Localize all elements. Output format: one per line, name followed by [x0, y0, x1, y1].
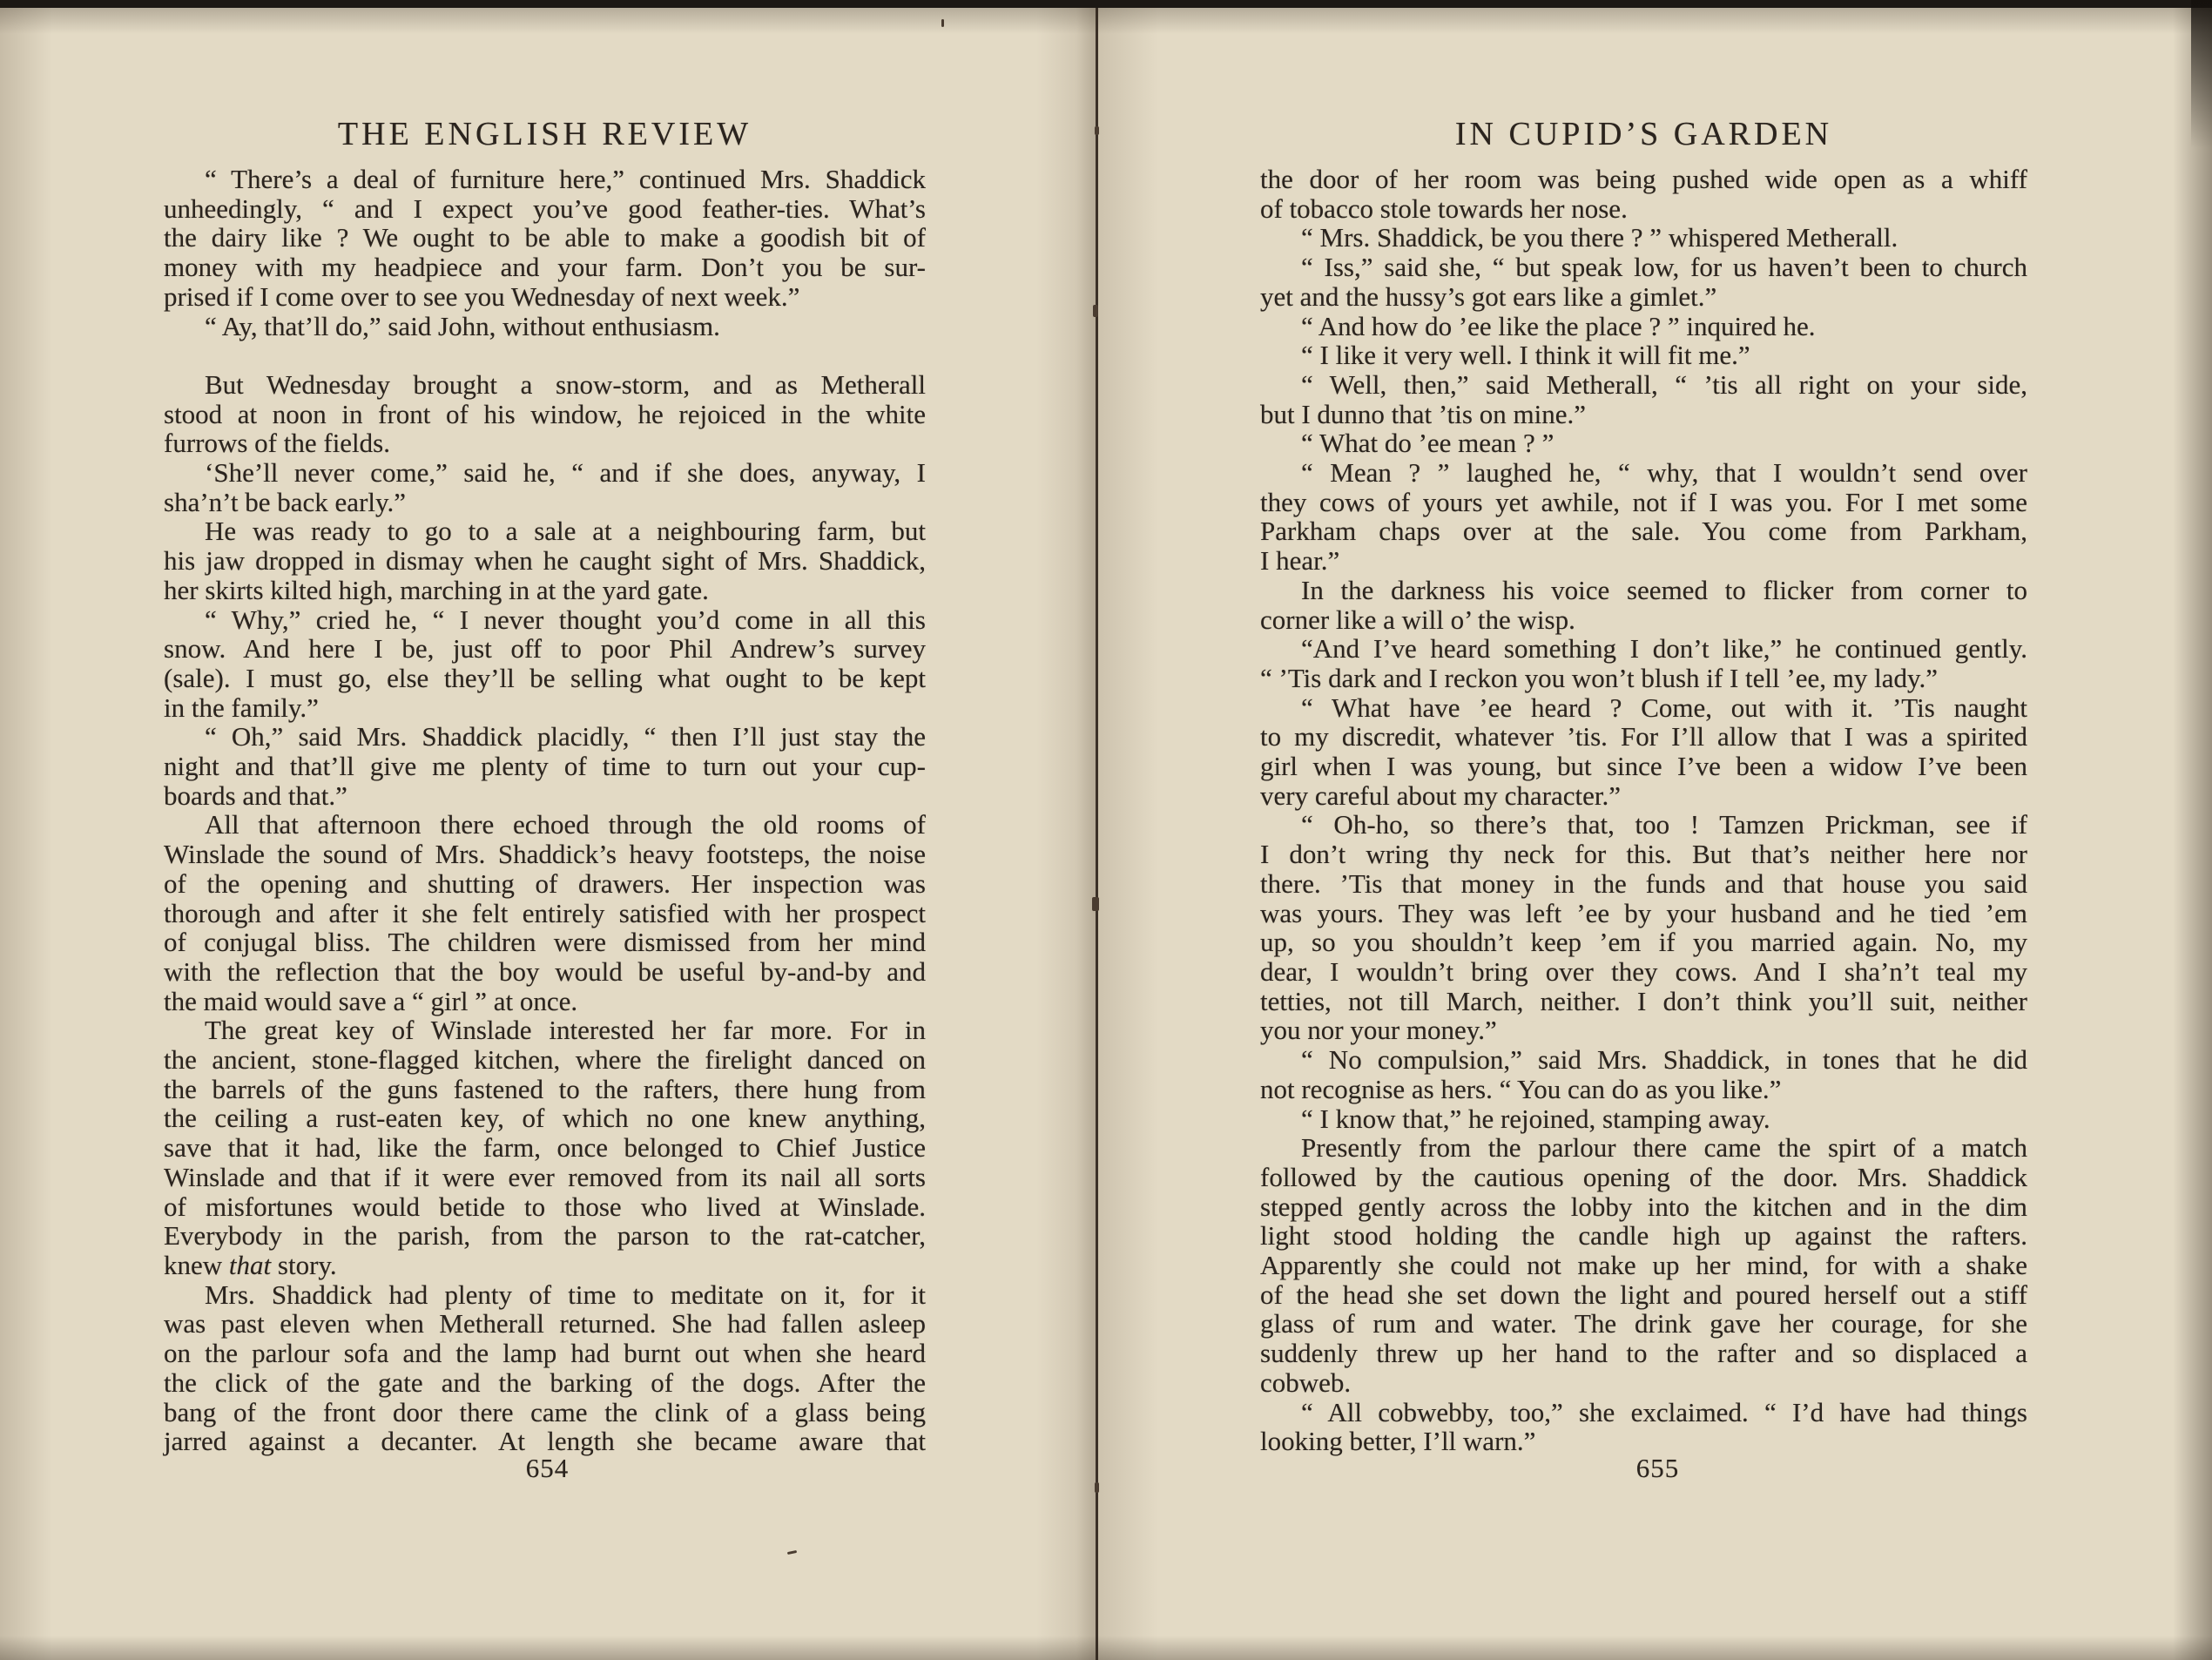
- binding-mark: [1095, 1482, 1099, 1493]
- text-line: “ Iss,” said she, “ but speak low, for us haven’t been to church: [1301, 252, 2027, 283]
- text-line: Everybody in the parish, from the parson to the rat-catcher,: [164, 1220, 926, 1252]
- text-line: “ I know that,” he rejoined, stamping away.: [1301, 1103, 1770, 1134]
- text-line: prised if I come over to see you Wednesday of next week.”: [164, 280, 800, 312]
- text-line: Parkham chaps over at the sale. You come from Parkham,: [1260, 516, 2027, 547]
- text-line: there. ’Tis that money in the funds and that house you said: [1260, 867, 2027, 899]
- text-line: Winslade and that if it were ever removed from its nail all sorts: [164, 1161, 926, 1192]
- paragraph: [1260, 1398, 2027, 1456]
- paragraph: [1260, 1104, 2027, 1134]
- paragraph: [1260, 341, 2027, 370]
- text-line: of conjugal bliss. The children were dismissed from her mind: [164, 927, 926, 958]
- paragraph: [164, 370, 926, 458]
- binding-mark: [1093, 305, 1098, 317]
- text-line: followed by the cautious opening of the door. Mrs. Shaddick: [1260, 1161, 2027, 1192]
- text-line: glass of rum and water. The drink gave her courage, for she: [1260, 1308, 2027, 1339]
- text-line: Apparently she could not make up her mind, for with a shake: [1260, 1250, 2027, 1281]
- text-line: of misfortunes would betide to those who lived at Winslade.: [164, 1191, 926, 1222]
- paragraph: [164, 722, 926, 810]
- running-head: THE ENGLISH REVIEW: [337, 116, 752, 152]
- text-line: I hear.”: [1260, 545, 1340, 577]
- text-line: money with my headpiece and your farm. Don’t you be sur-: [164, 252, 926, 283]
- text-line: ‘She’ll never come,” said he, “ and if she does, anyway, I: [205, 457, 926, 489]
- text-line: “ Ay, that’ll do,” said John, without enthusiasm.: [205, 310, 720, 341]
- paragraph: [1260, 223, 2027, 253]
- text-line: the door of her room was being pushed wide open as a whiff: [1260, 164, 2027, 194]
- text-line: “ Why,” cried he, “ I never thought you’d come in all this: [205, 604, 926, 635]
- paragraph: [164, 312, 926, 341]
- text-line: the maid would save a “ girl ” at once.: [164, 985, 578, 1016]
- text-line: of tobacco stole towards her nose.: [1260, 192, 1628, 224]
- text-line: the ancient, stone-flagged kitchen, where the firelight danced on: [164, 1044, 926, 1076]
- italic-word: that: [228, 1250, 272, 1280]
- text-line: Winslade the sound of Mrs. Shaddick’s heavy footsteps, the noise: [164, 839, 926, 870]
- text-line: All that afternoon there echoed through the old rooms of: [205, 809, 926, 840]
- text-line: He was ready to go to a sale at a neighbouring farm, but: [205, 516, 926, 547]
- text-line: “ Well, then,” said Metherall, “ ’tis all right on your side,: [1301, 368, 2027, 400]
- text-line: the dairy like ? We ought to be able to make a goodish bit of: [164, 222, 926, 253]
- text-line: the barrels of the guns fastened to the rafters, there hung from: [164, 1073, 926, 1104]
- text-line: snow. And here I be, just off to poor Phil Andrew’s survey: [164, 633, 926, 665]
- text-line: “ And how do ’ee like the place ? ” inquired he.: [1301, 310, 1816, 341]
- text-section: [164, 370, 926, 1456]
- paragraph: [1260, 810, 2027, 1045]
- text-line: Presently from the parlour there came the spirt of a match: [1301, 1132, 2027, 1164]
- paragraph: [164, 1280, 926, 1456]
- text-line: “ No compulsion,” said Mrs. Shaddick, in tones that he did: [1301, 1044, 2027, 1076]
- text-section: [164, 165, 926, 341]
- text-line: [164, 1251, 926, 1280]
- text-line: yet and the hussy’s got ears like a gimlet.”: [1260, 280, 1717, 312]
- text-line: boards and that.”: [164, 779, 347, 811]
- text-line: of the head she set down the light and poured herself out a stiff: [1260, 1279, 2027, 1310]
- text-line: very careful about my character.”: [1260, 779, 1621, 811]
- text-line: stood at noon in front of his window, he rejoiced in the white: [164, 398, 926, 429]
- right-page-text: [1260, 165, 2027, 1456]
- text-line: unheedingly, “ and I expect you’ve good feather-ties. What’s: [164, 192, 926, 224]
- text-line: “And I’ve heard something I don’t like,” he continued gently.: [1301, 633, 2027, 665]
- page-number: 655: [1635, 1453, 1680, 1483]
- text-line: bang of the front door there came the clink of a glass being: [164, 1396, 926, 1427]
- bottom-edge-shadow: [0, 1636, 2212, 1660]
- text-line: the ceiling a rust-eaten key, of which no one knew anything,: [164, 1103, 926, 1134]
- text-line: was yours. They was left ’ee by your husband and he tied ’em: [1260, 897, 2027, 928]
- text-line: cobweb.: [1260, 1366, 1352, 1398]
- top-edge-shadow: [0, 8, 2212, 34]
- text-line: light stood holding the candle high up against the rafters.: [1260, 1220, 2027, 1252]
- text-line: “ Oh,” said Mrs. Shaddick placidly, “ then I’ll just stay the: [205, 721, 926, 752]
- paragraph: [1260, 370, 2027, 428]
- text-line: In the darkness his voice seemed to flicker from corner to: [1301, 574, 2027, 605]
- paragraph: [164, 605, 926, 723]
- binding-mark: [1092, 897, 1099, 911]
- text-line: his jaw dropped in dismay when he caught sight of Mrs. Shaddick,: [164, 545, 926, 577]
- right-page: [1097, 0, 2212, 1660]
- paragraph: [1260, 428, 2027, 458]
- text-line: “ What do ’ee mean ? ”: [1301, 428, 1554, 459]
- corner-shadow: [2191, 0, 2212, 148]
- text-line: thorough and after it she felt entirely satisfied with her prospect: [164, 897, 926, 928]
- text-line: The great key of Winslade interested her far more. For in: [205, 1015, 926, 1046]
- text-line: save that it had, like the farm, once belonged to Chief Justice: [164, 1132, 926, 1164]
- text-section: [1260, 165, 2027, 1456]
- text-line: girl when I was young, but since I’ve been a widow I’ve been: [1260, 751, 2027, 782]
- left-page-text: [164, 165, 926, 1456]
- paragraph: [1260, 1045, 2027, 1103]
- page-number: 654: [525, 1453, 570, 1483]
- text-line: “ Oh-ho, so there’s that, too ! Tamzen Prickman, see if: [1301, 809, 2027, 840]
- binding-mark: [1095, 126, 1099, 135]
- text-line: her skirts kilted high, marching in at the yard gate.: [164, 574, 709, 605]
- text-line: they cows of yours yet awhile, not if I was you. For I met some: [1260, 486, 2027, 517]
- text-line: not recognise as hers. “ You can do as you like.”: [1260, 1073, 1782, 1104]
- gutter-shadow: [1076, 0, 1096, 1660]
- text-line: Mrs. Shaddick had plenty of time to meditate on it, for it: [205, 1279, 926, 1310]
- text-line: suddenly threw up her hand to the rafter and so displaced a: [1260, 1338, 2027, 1369]
- text-line: in the family.”: [164, 692, 319, 723]
- text-line: but I dunno that ’tis on mine.”: [1260, 398, 1586, 429]
- text-line: “ There’s a deal of furniture here,” continued Mrs. Shaddick: [205, 164, 926, 194]
- paragraph: [1260, 1133, 2027, 1397]
- text-line: looking better, I’ll warn.”: [1260, 1426, 1536, 1457]
- text-line: “ Mrs. Shaddick, be you there ? ” whispered Metherall.: [1301, 222, 1898, 253]
- text-line: tetties, not till March, neither. I don’t think you’ll suit, neither: [1260, 985, 2027, 1016]
- paragraph: [1260, 458, 2027, 576]
- left-page: [0, 0, 1097, 1660]
- paragraph: [1260, 576, 2027, 634]
- text-line: “ I like it very well. I think it will fit me.”: [1301, 340, 1750, 371]
- text-line: “ Mean ? ” laughed he, “ why, that I wouldn’t send over: [1301, 457, 2027, 489]
- paragraph: [164, 516, 926, 604]
- text-line: with the reflection that the boy would be useful by-and-by and: [164, 955, 926, 987]
- text-line: the click of the gate and the barking of the dogs. After the: [164, 1366, 926, 1398]
- text-line: dear, I wouldn’t bring over they cows. And I sha’n’t teal my: [1260, 955, 2027, 987]
- paragraph: [164, 458, 926, 516]
- paragraph: [1260, 312, 2027, 341]
- paragraph: [1260, 253, 2027, 311]
- text-line: was past eleven when Metherall returned. She had fallen asleep: [164, 1308, 926, 1339]
- paragraph: [164, 810, 926, 1016]
- text-line: jarred against a decanter. At length she became aware that: [164, 1426, 926, 1457]
- text-run: knew: [164, 1250, 229, 1280]
- gutter-fold: [1096, 0, 1098, 1660]
- paragraph: [1260, 634, 2027, 692]
- paragraph: [164, 165, 926, 312]
- top-page-edge: [0, 0, 2212, 8]
- text-run: story.: [271, 1250, 337, 1280]
- text-line: on the parlour sofa and the lamp had burnt out when she heard: [164, 1338, 926, 1369]
- text-line: stepped gently across the lobby into the kitchen and in the dim: [1260, 1191, 2027, 1222]
- paragraph: [1260, 165, 2027, 223]
- text-line: up, so you shouldn’t keep ’em if you married again. No, my: [1260, 927, 2027, 958]
- text-line: “ ’Tis dark and I reckon you won’t blush if I tell ’ee, my lady.”: [1260, 662, 1938, 693]
- text-line: “ All cobwebby, too,” she exclaimed. “ I’d have had things: [1301, 1396, 2027, 1427]
- text-line: (sale). I must go, else they’ll be selling what ought to be kept: [164, 662, 926, 693]
- paragraph: [164, 1016, 926, 1279]
- text-line: I don’t wring thy neck for this. But that’s neither here nor: [1260, 839, 2027, 870]
- text-line: sha’n’t be back early.”: [164, 486, 407, 517]
- text-line: “ What have ’ee heard ? Come, out with it. ’Tis naught: [1301, 692, 2027, 723]
- text-line: to my discredit, whatever ’tis. For I’ll allow that I was a spirited: [1260, 721, 2027, 752]
- text-line: corner like a will o’ the wisp.: [1260, 604, 1575, 635]
- running-head: IN CUPID’S GARDEN: [1454, 116, 1833, 152]
- text-line: But Wednesday brought a snow-storm, and as Metherall: [205, 368, 926, 400]
- text-line: you nor your money.”: [1260, 1015, 1497, 1046]
- paragraph: [1260, 693, 2027, 811]
- text-line: night and that’ll give me plenty of time to turn out your cup-: [164, 751, 926, 782]
- text-line: furrows of the fields.: [164, 428, 390, 459]
- text-line: of the opening and shutting of drawers. Her inspection was: [164, 867, 926, 899]
